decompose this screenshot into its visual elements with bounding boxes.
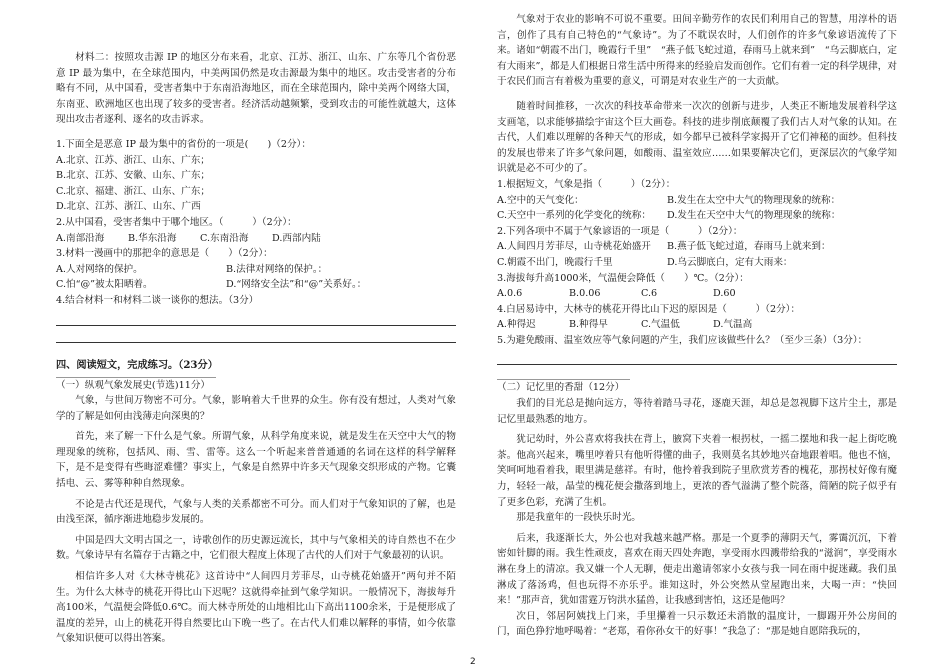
right-q2-stem: 2.下列各项中不属于气象谚语的一项是（ ）（2分）： [497,225,743,237]
article-paragraph: 随着时间推移，一次次的科技革命带来一次次的创新与进步，人类正不断地发展着科学这支画笔，以求能够描绘宇宙这个巨大画卷。科技的进步削底颠覆了我们古人对气象的认知。在古代，人们难以理解的各种天气的形成，如今都早已被科学家揭开了它们神秘的面纱。但科技的发展也带来了许多气象问题，如酸雨、温室效应……如果要解决它们，更深层次的气象学知识就是必不可少的了。 [497,100,897,175]
article-paragraph: 相信许多人对《大林寺桃花》这首诗中“人间四月芳菲尽，山寺桃花始盛开”两句并不陌生。为什么大林寺的桃花开得比山下迟呢？这就得牵扯到气象学知识。一般情况下，海拔每升高100米，气温便会降低0.6℃。而大林寺所处的山地相比山下高出1100余米，于是便形成了温度的差异，山上的桃花开得自然要比山下晚一些了。在古代人们难以解释的事情，如今依靠气象知识便可以得出答案。 [56,571,456,645]
right-q1-options-row1 [497,193,897,209]
left-q4-stem: 4.结合材料一和材料二谈一谈你的想法。（3分） [56,294,259,306]
left-q3-option-c: C.怕“@”被太阳晒着。 [56,279,153,291]
answer-line[interactable] [497,358,897,365]
right-q3-option-c: C.6 [641,288,658,300]
left-q2-option-a: A.南部沿海 [56,232,105,244]
right-q3-option-b: B.0.06 [569,288,601,300]
answer-line[interactable] [56,336,456,343]
article-paragraph: 气象，与世间万物密不可分。气象，影响着大千世界的众生。你有没有想过，人类对气象学的了解是如何由浅薄走向深奥的？ [56,395,456,422]
left-q2-option-c: C.东南沿海 [200,232,249,244]
right-q2-options-row2 [497,255,897,271]
left-q2-options [56,231,456,247]
page-number: 2 [470,657,476,667]
article-paragraph: 气象对于农业的影响不可说不重要。田间辛勤劳作的农民们利用自己的智慧，用淳朴的语言，创作了具有自己特色的“气象诗”。为了不耽误农时，人们创作的许多气象谚语流传了下来。诸如“朝霞不出门，晚霞行千里” “燕子低飞蛇过道，春雨马上就来到” “乌云脚底白，定有大雨来”，都是人们根据日常生活中所得来的经验启发而创作。它们有着一定的科学规律，对于农民们而言有着极为重要的意义，可谓是对农业生产的一大贡献。 [497,14,897,88]
answer-line[interactable] [56,319,456,326]
left-q3-stem: 3.材料一漫画中的那把伞的意思是（ ）（2分）： [56,248,273,260]
right-column [497,12,897,640]
part-1-title: （一）纵观气象发展史(节选)11分） [56,377,216,394]
right-q1-option-d: D.发生在天空中大气的物理现象的统称： [667,210,841,222]
left-q3-option-a: A.人对网络的保护。 [56,263,143,275]
article-paragraph: 后来，我逐渐长大，外公也对我越来越严格。那是一个夏季的薄阴天气，雾霭沉沉，下着密如针脚的雨。我生性顽皮，喜欢在雨天四处奔跑，享受雨水四溅带给我的“滋润”，享受雨水淋在身上的清凉。我又嫌一个人无聊，便走出邀请邻家小女孩与我一同在雨中捉迷藏。我们虽淋成了落汤鸡，但也玩得不亦乐乎。谁知这时，外公突然从堂屋跑出来，大喝一声：“快回来！”那声音，犹如雷霆万钧洪水猛兽，让我感到害怕，这还是他吗？ [497,532,897,607]
article-paragraph: 不论是古代还是现代，气象与人类的关系都密不可分。而人们对于气象知识的了解，也是由浅至深，循序渐进地稳步发展的。 [56,498,456,526]
section-4-heading: 四、阅读短文，完成练习。（23分） [56,358,218,371]
article-paragraph: 我们的目光总是抛向远方，等待着踏马寻花，逐鹿天涯，却总是忽视脚下这片尘土，那是记忆里最熟悉的地方。 [497,398,897,425]
right-q4-option-a: A.种得迟 [497,319,536,331]
right-q4-stem: 4.白居易诗中，大林寺的桃花开得比山下迟的原因是（ ）（2分）： [497,303,801,315]
left-q3-option-b: B.法律对网络的保护。： [226,263,328,275]
article-paragraph: 次日，邻居阿姨找上门来，手里攥着一只示数还未消散的温度计，一脚踢开外公房间的门，面色狰狞地呼喝着：“老郑，看你孙女干的好事！”我急了：“那是她自愿陪我玩的， [497,610,897,638]
article-paragraph: 中国是四大文明古国之一，诗歌创作的历史源远流长，其中与气象相关的诗自然也不在少数。气象诗早有名篇存于古籍之中，它们很大程度上体现了古代的人们对于气象最初的认识。 [56,534,456,562]
left-q3-option-d: D.“网络安全法”和“@”关系好。： [226,279,367,291]
right-q3-option-d: D.60 [713,288,736,300]
left-q3-options-row2 [56,277,456,293]
left-q3-options-row1 [56,262,456,278]
left-q1-stem: 1.下面全是恶意 IP 最为集中的省份的一项是( )（2分）： [56,138,311,150]
right-q1-option-b: B.发生在太空中大气的物理现象的统称： [667,194,841,206]
right-q1-option-c: C.天空中一系列的化学变化的统称： [497,210,651,222]
left-q2-stem: 2.从中国看，受害者集中于哪个地区。（ ）（2分）： [56,216,297,228]
right-q2-option-a: A.人间四月芳菲尽，山寺桃花始盛开 [497,241,651,253]
right-q4-option-d: D.气温高 [713,319,753,331]
left-column [56,12,456,647]
left-q1-option-c: C.北京、福建、浙江、山东、广东； [56,185,210,197]
right-q1-option-a: A.空中的天气变化： [497,194,584,206]
left-q2-option-d: D.西部内陆 [272,232,321,244]
article-paragraph: 那是我童年的一段快乐时光。 [516,512,641,524]
right-q4-option-b: B.种得早 [569,319,608,331]
left-q1-option-a: A.北京、江苏、浙江、山东、广东； [56,154,210,166]
right-q5-stem: 5.为避免酸雨、温室效应等气象问题的产生，我们应该做些什么？（至少三条）（3分）： [497,334,868,346]
left-q1-option-b: B.北京、江苏、安徽、山东、广东； [56,170,211,182]
left-q1-option-d: D.北京、江苏、浙江、山东、广西 [56,201,201,213]
right-q4-options [497,317,897,333]
right-q3-stem: 3.海拔每升高1000米，气温便会降低（ ）℃。（2分）： [497,272,749,284]
right-q2-options-row1 [497,239,897,255]
right-q1-options-row2 [497,208,897,224]
right-q3-options [497,286,897,302]
right-q2-option-c: C.朝霞不出门，晚霞行千里 [497,256,613,268]
material-2-paragraph: 材料二：按照攻击源 IP 的地区分布来看，北京、江苏、浙江、山东、广东等几个省份恶意 IP 最为集中，在全球范围内，中美两国仍然是攻击源最为集中的地区。攻击受害者的分布略有不同，从中国看，受害者集中于东南沿海地区，而在全球范围内，除中美两个网络大国，东南亚、欧洲地区也出现了较多的受害者。经济活动越频繁，受到攻击的可能性就越大，这体现出攻击者逐利、逐名的攻击诉求。 [56,52,456,126]
left-q2-option-b: B.华东沿海 [128,232,177,244]
right-q4-option-c: C.气温低 [641,319,680,331]
part-2-title: （二）记忆里的香甜（12分） [497,379,630,396]
right-q3-option-a: A.0.6 [497,288,523,300]
right-q2-option-d: D.乌云脚底白，定有大雨来： [667,256,793,268]
article-paragraph: 犹记幼时，外公喜欢将我扶在背上，腋窝下夹着一根拐杖，一摇二摆地和我一起上街吃晚茶。他高兴起来，嘴里哼着只有他听得懂的曲子，我则莫名其妙地兴奋地跟着唱。他也不恼，笑呵呵地看着我，眼里满是慈祥。有时，他拎着我到院子里欣赏芳香的槐花，那拐杖好像有魔力，轻轻一敲，晶莹的槐花便会撒落到地上，更浓的香气溢满了整个院落，简陋的院子似乎有了更多色彩，充满了生机。 [497,434,897,508]
right-q1-stem: 1.根据短文，气象是指（ ）（2分）： [497,178,676,190]
article-paragraph: 首先，来了解一下什么是气象。所谓气象，从科学角度来说，就是发生在天空中大气的物理现象的统称，包括风、雨、雪、雷等。这么一个听起来普普通通的名词在这样的科学解释下，是不是变得有些晦涩难懂？事实上，气象是自然界中许多天气现象交织形成的产物。它囊括电、云、雾等种种自然现象。 [56,431,456,490]
right-q2-option-b: B.燕子低飞蛇过道，春雨马上就来到： [667,241,831,253]
